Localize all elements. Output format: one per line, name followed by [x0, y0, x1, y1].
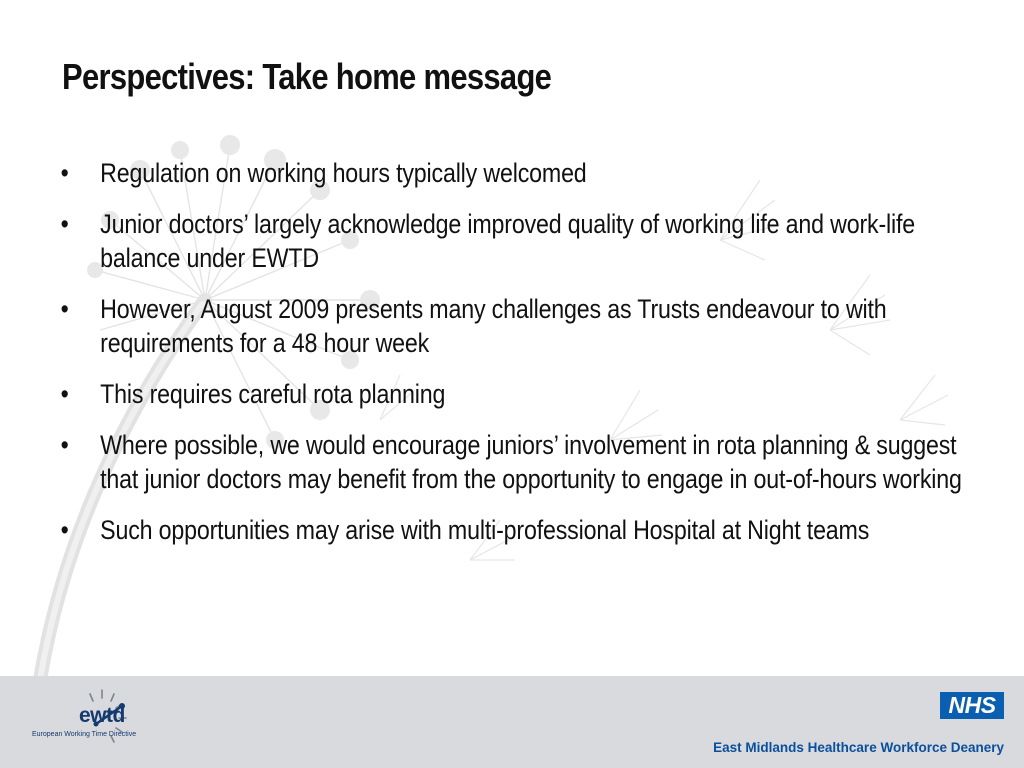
ewtd-logo — [14, 680, 144, 764]
bullet-item — [58, 513, 970, 547]
ewtd-logo-text: ewtd — [79, 704, 125, 727]
bullet-text: Where possible, we would encourage juniors’ involvement in rota planning & suggest that junior doctors may benefit from the opportunity to engage in out-of-hours working — [100, 430, 962, 494]
ewtd-subtitle: European Working Time Directive — [32, 731, 137, 738]
bullet-marker: • — [60, 158, 69, 188]
bullet-item — [58, 292, 970, 360]
bullet-text: This requires careful rota planning — [100, 379, 446, 409]
bullet-item — [58, 428, 970, 496]
bullet-item — [58, 156, 970, 190]
bullet-item — [58, 207, 970, 275]
bullet-text: Such opportunities may arise with multi-professional Hospital at Night teams — [100, 515, 870, 545]
bullet-marker: • — [60, 294, 69, 324]
organisation-name: East Midlands Healthcare Workforce Deanery — [713, 740, 1004, 755]
bullet-list — [58, 156, 970, 564]
bullet-text: Junior doctors’ largely acknowledge improved quality of working life and work-life balance under EWTD — [100, 209, 916, 273]
bullet-item — [58, 377, 970, 411]
footer-band — [0, 676, 1024, 768]
bullet-text: However, August 2009 presents many challenges as Trusts endeavour to with requirements for a 48 hour week — [100, 294, 887, 358]
bullet-marker: • — [60, 379, 69, 409]
slide-title: Perspectives: Take home message — [62, 56, 552, 97]
bullet-text: Regulation on working hours typically welcomed — [100, 158, 587, 188]
bullet-marker: • — [60, 515, 69, 545]
bullet-marker: • — [60, 209, 69, 239]
bullet-marker: • — [60, 430, 69, 460]
nhs-logo: NHS — [940, 692, 1004, 719]
